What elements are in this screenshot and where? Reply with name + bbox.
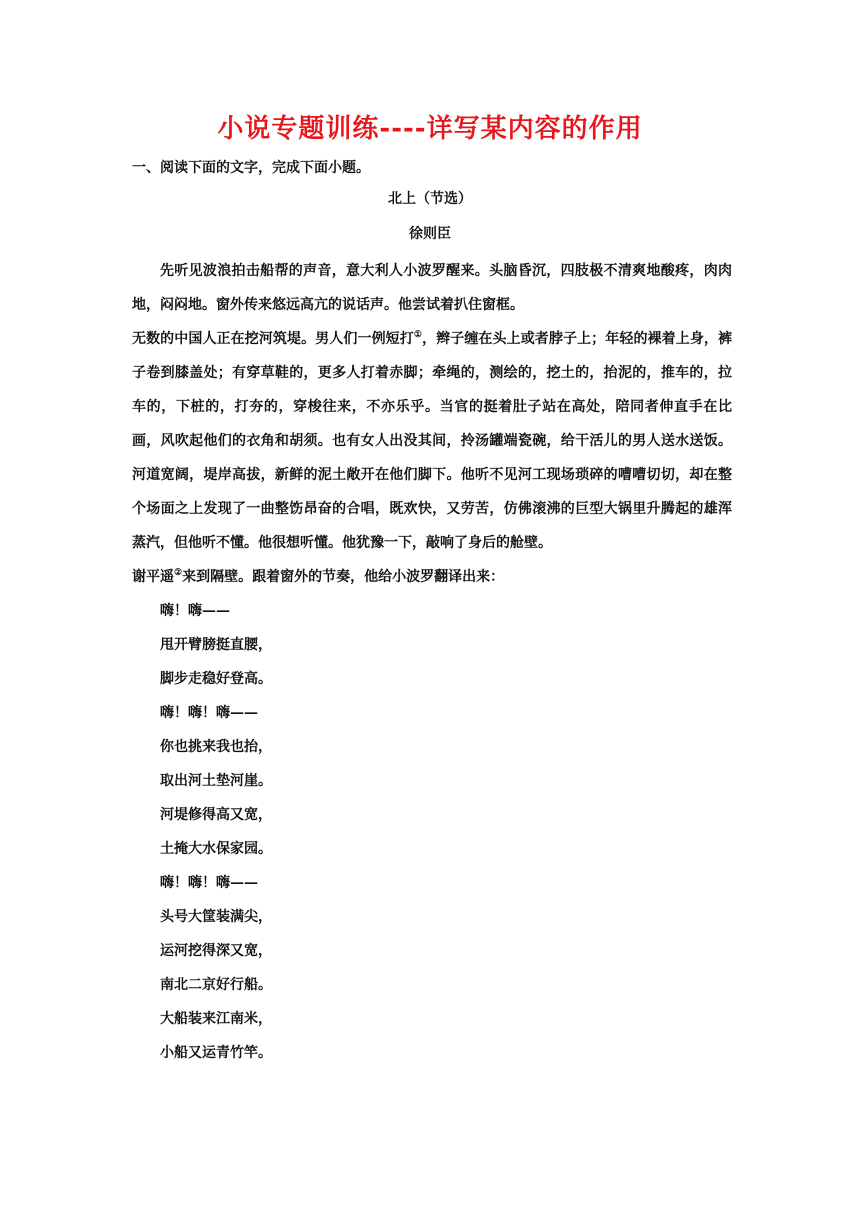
poem-line: 你也挑来我也抬， [160, 739, 272, 755]
poem-line: 运河挖得深又宽， [160, 943, 272, 959]
poem-line: 甩开臂膀挺直腰， [160, 637, 272, 653]
poem-line: 河堤修得高又宽， [160, 807, 272, 823]
paragraph-1: 先听见波浪拍击船帮的声音，意大利人小波罗醒来。头脑昏沉，四肢极不清爽地酸疼，肉肉地，闷闷地。窗外传来悠远高亢的说话声。他尝试着扒住窗框。 [132, 263, 732, 313]
paragraph-2-text-a: 无数的中国人正在挖河筑堤。男人们一例短打 [132, 331, 414, 347]
poem-line: 脚步走稳好登高。 [160, 671, 272, 687]
poem-line: 大船装来江南米， [160, 1011, 272, 1027]
paragraph-3-text-a: 谢平遥 [132, 569, 174, 585]
paragraph-2-text-b: ，辫子缠在头上或者脖子上；年轻的裸着上身，裤子卷到膝盖处；有穿草鞋的，更多人打着赤脚；牵绳的，测绘的，挖土的，抬泥的，推车的，拉车的，下桩的，打夯的，穿梭往来，不亦乐乎。当官的挺着肚子站在高处，陪同者伸直手在比画，风吹起他们的衣角和胡须。也有女人出没其间，拎汤罐端瓷碗，给干活儿的男人送水送饭。河道宽阔，堤岸高拔，新鲜的泥土敞开在他们脚下。他听不见河工现场琐碎的嘈嘈切切，却在整个场面之上发现了一曲整饬昂奋的合唱，既欢快，又劳苦，仿佛滚沸的巨型大锅里升腾起的雄浑蒸汽，但他听不懂。他很想听懂。他犹豫一下，敲响了身后的舱壁。 [132, 331, 733, 551]
article-author: 徐则臣 [409, 226, 451, 242]
footnote-marker-2: ② [174, 568, 183, 578]
poem-line: 小船又运青竹竿。 [160, 1045, 272, 1061]
paragraph-3-text-b: 来到隔壁。跟着窗外的节奏，他给小波罗翻译出来： [182, 569, 505, 585]
question-intro: 一、阅读下面的文字，完成下面小题。 [132, 160, 370, 176]
poem-line: 头号大筐装满尖， [160, 909, 272, 925]
poem-block [132, 594, 732, 1070]
article-body [132, 254, 732, 1070]
poem-line: 嗨！嗨！嗨—— [160, 875, 258, 891]
paragraph-3 [132, 560, 732, 594]
poem-line: 嗨！嗨！嗨—— [160, 705, 258, 721]
paragraph-2 [132, 322, 732, 560]
poem-line: 嗨！嗨—— [160, 603, 230, 619]
article-title: 北上（节选） [388, 191, 472, 207]
page-title: 小说专题训练----详写某内容的作用 [217, 114, 643, 144]
poem-line: 土掩大水保家园。 [160, 841, 272, 857]
poem-line: 取出河土垫河崖。 [160, 773, 272, 789]
poem-line: 南北二京好行船。 [160, 977, 272, 993]
footnote-marker-1: ① [413, 330, 423, 340]
